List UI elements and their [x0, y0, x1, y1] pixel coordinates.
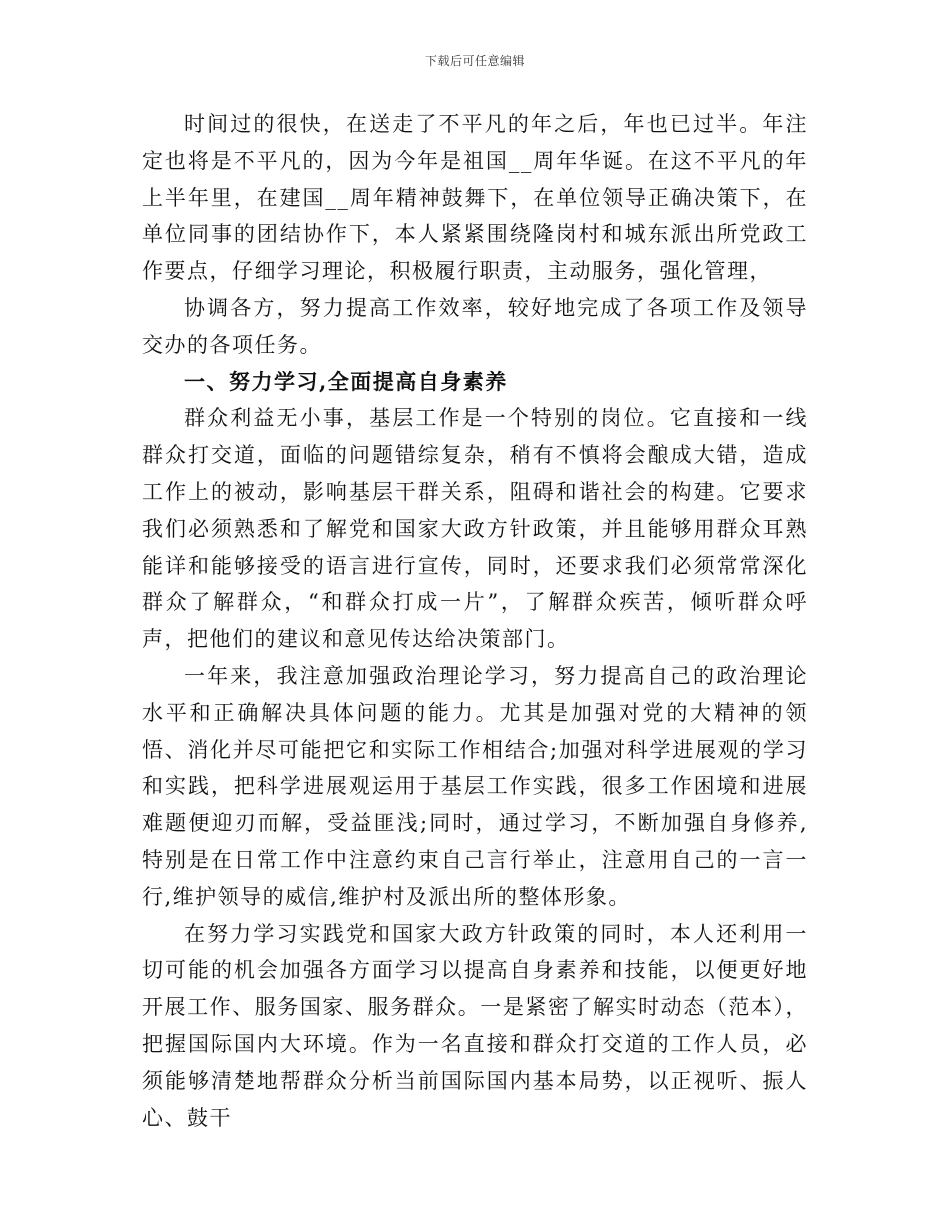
paragraph-intro: 时间过的很快，在送走了不平凡的年之后，年也已过半。年注定也将是不平凡的，因为今年是祖国__周年华诞。在这不平凡的年上半年里，在建国__周年精神鼓舞下，在单位领导正确决策下，在单位同事的团结协作下，本人紧紧围绕隆岗村和城东派出所党政工作要点，仔细学习理论，积极履行职责，主动服务，强化管理， [142, 112, 808, 284]
paragraph-grassroots-work: 群众利益无小事，基层工作是一个特别的岗位。它直接和一线群众打交道，面临的问题错综复杂，稍有不慎将会酿成大错，造成工作上的被动，影响基层干群关系，阻碍和谐社会的构建。它要求我们必须熟悉和了解党和国家大政方针政策，并且能够用群众耳熟能详和能够接受的语言进行宣传，同时，还要求我们必须常常深化群众了解群众，“和群众打成一片”，了解群众疾苦，倾听群众呼声，把他们的建议和意见传达给决策部门。 [142, 406, 808, 652]
document-body [142, 106, 808, 1136]
paragraph-self-improvement: 在努力学习实践党和国家大政方针政策的同时，本人还利用一切可能的机会加强各方面学习以提高自身素养和技能，以便更好地开展工作、服务国家、服务群众。一是紧密了解实时动态（范本），把握国际国内大环境。作为一名直接和群众打交道的工作人员，必须能够清楚地帮群众分析当前国际国内基本局势，以正视听、振人心、鼓干 [142, 921, 808, 1130]
paragraph-coordination: 协调各方，努力提高工作效率，较好地完成了各项工作及领导交办的各项任务。 [142, 295, 808, 357]
page-header: 下载后可任意编辑 [424, 54, 525, 68]
paragraph-political-theory: 一年来，我注意加强政治理论学习，努力提高自己的政治理论水平和正确解决具体问题的能力。尤其是加强对党的大精神的领悟、消化并尽可能把它和实际工作相结合;加强对科学进展观的学习和实践，把科学进展观运用于基层工作实践，很多工作困境和进展难题便迎刃而解，受益匪浅;同时，通过学习，不断加强自身修养,特别是在日常工作中注意约束自己言行举止，注意用自己的一言一行,维护领导的威信,维护村及派出所的整体形象。 [142, 663, 808, 909]
section-heading-study: 一、努力学习,全面提高自身素养 [184, 368, 508, 394]
